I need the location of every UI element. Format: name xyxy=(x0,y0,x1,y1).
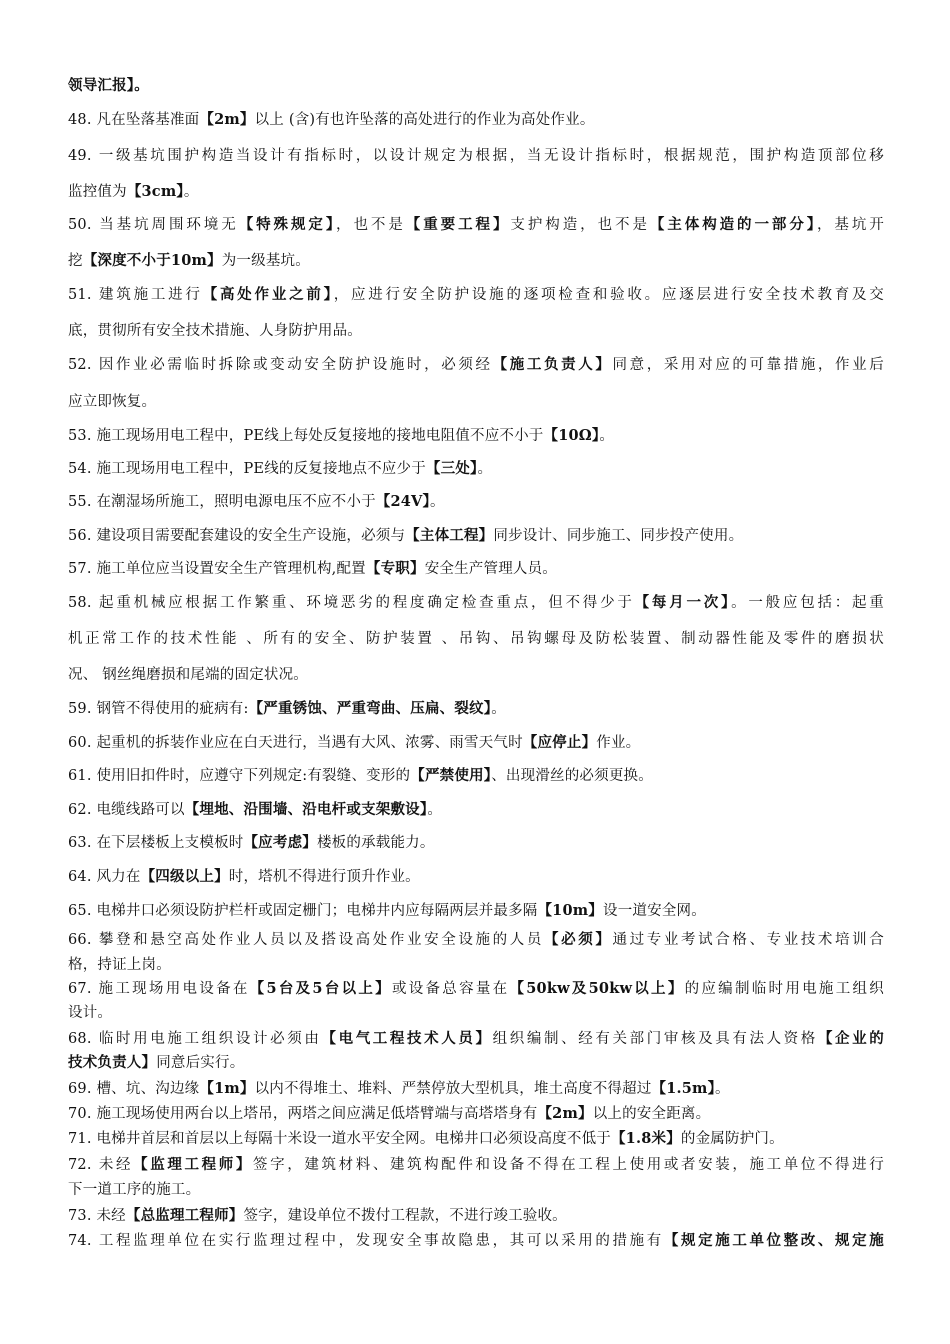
answer-highlight: 【5台及5台以上】 xyxy=(249,980,392,997)
line-text: ，应进行安全防护设施的逐项检查和验收。应逐层进行安全技术教育及交 xyxy=(333,287,884,303)
text-line xyxy=(68,215,884,235)
line-text: 为一级基坑。 xyxy=(221,253,310,269)
text-line xyxy=(68,285,884,305)
line-text: 设计。 xyxy=(68,1005,113,1021)
answer-highlight: 【10Ω】 xyxy=(543,427,600,444)
text-line xyxy=(68,665,884,685)
text-line xyxy=(68,593,884,613)
line-text: 57. 施工单位应当设置安全生产管理机构,配置 xyxy=(68,561,366,577)
text-line xyxy=(68,901,884,921)
line-text: 。 xyxy=(427,802,443,818)
answer-highlight: 【严禁使用】 xyxy=(410,767,492,784)
answer-highlight: 【每月一次】 xyxy=(634,594,732,611)
text-line xyxy=(68,979,884,999)
text-line xyxy=(68,321,884,341)
line-text: 机正常工作的技术性能 、所有的安全、防护装置 、吊钩、吊钩螺母及防松装置、制动器性能及零件的磨损状 xyxy=(68,631,884,647)
text-line xyxy=(68,182,884,202)
answer-highlight: 【2m】 xyxy=(199,111,255,128)
answer-highlight: 【10m】 xyxy=(537,902,603,919)
line-text: 60. 起重机的拆装作业应在白天进行，当遇有大风、浓雾、雨雪天气时 xyxy=(68,735,523,751)
line-text: 50. 当基坑周围环境无 xyxy=(68,217,239,233)
line-text: 格，持证上岗。 xyxy=(68,957,171,973)
text-line xyxy=(68,699,884,719)
line-text: 的金属防护门。 xyxy=(680,1131,784,1147)
line-text: 59. 钢管不得使用的疵病有: xyxy=(68,701,249,717)
line-text: 签字，建筑材料、建筑构配件和设备不得在工程上使用或者安装，施工单位不得进行 xyxy=(252,1157,884,1173)
line-text: 下一道工序的施工。 xyxy=(68,1182,201,1198)
line-text: 作业。 xyxy=(596,735,641,751)
text-line xyxy=(68,1104,884,1124)
text-line xyxy=(68,1155,884,1175)
line-text: 72. 未经 xyxy=(68,1157,134,1173)
answer-highlight: 【高处作业之前】 xyxy=(202,286,334,303)
line-text: 时，塔机不得进行顶升作业。 xyxy=(228,869,420,885)
line-text: 。 xyxy=(477,461,493,477)
text-line xyxy=(68,629,884,649)
text-line xyxy=(68,559,884,579)
line-text: 况、 钢丝绳磨损和尾端的固定状况。 xyxy=(68,667,309,683)
answer-highlight: 【施工负责人】 xyxy=(492,356,613,373)
answer-highlight: 【主体工程】 xyxy=(405,527,494,544)
line-text: 。 xyxy=(715,1081,730,1097)
text-line xyxy=(68,146,884,166)
line-text: 53. 施工现场用电工程中，PE线上每处反复接地的接地电阻值不应不小于 xyxy=(68,428,544,444)
answer-highlight: 【总监理工程师】 xyxy=(125,1207,244,1224)
text-line xyxy=(68,355,884,375)
text-line xyxy=(68,110,884,130)
answer-highlight: 【1.8米】 xyxy=(610,1130,681,1147)
answer-highlight: 【3cm】 xyxy=(126,183,184,200)
answer-highlight: 【四级以上】 xyxy=(140,868,229,885)
line-text: ，基坑开 xyxy=(816,217,884,233)
line-text: 64. 风力在 xyxy=(68,869,141,885)
line-text: 52. 因作业必需临时拆除或变动安全防护设施时，必须经 xyxy=(68,357,493,373)
answer-highlight: 【埋地、沿围墙、沿电杆或支架敷设】 xyxy=(184,801,428,818)
answer-highlight: 【重要工程】 xyxy=(405,216,511,233)
line-text: 以内不得堆土、堆料、严禁停放大型机具，堆土高度不得超过 xyxy=(254,1081,652,1097)
line-text: 同意后实行。 xyxy=(156,1055,245,1071)
text-line xyxy=(68,459,884,479)
line-text: 。 xyxy=(429,494,445,510)
line-text: 73. 未经 xyxy=(68,1208,126,1224)
answer-highlight: 【必须】 xyxy=(544,931,613,948)
line-text: 挖 xyxy=(68,253,83,269)
line-text: 61. 使用旧扣件时，应遵守下列规定:有裂缝、变形的 xyxy=(68,768,411,784)
line-text: 67. 施工现场用电设备在 xyxy=(68,981,250,997)
answer-highlight: 【企业的 xyxy=(817,1030,884,1047)
answer-highlight: 【监理工程师】 xyxy=(133,1156,253,1173)
line-text: 51. 建筑施工进行 xyxy=(68,287,203,303)
line-text: 68. 临时用电施工组织设计必须由 xyxy=(68,1031,322,1047)
line-text: ，也不是 xyxy=(336,217,406,233)
answer-highlight: 【50kw及50kw以上】 xyxy=(509,980,685,997)
line-text: 安全生产管理人员。 xyxy=(424,561,558,577)
answer-highlight: 【严重锈蚀、严重弯曲、压扁、裂纹】 xyxy=(248,700,492,717)
text-line xyxy=(68,392,884,412)
text-line xyxy=(68,867,884,887)
line-text: 49. 一级基坑围护构造当设计有指标时，以设计规定为根据，当无设计指标时，根据规范，围护构造顶部位移 xyxy=(68,148,884,164)
line-text: 。 xyxy=(183,184,199,200)
text-line xyxy=(68,1029,884,1049)
line-text: 55. 在潮湿场所施工，照明电源电压不应不小于 xyxy=(68,494,376,510)
answer-highlight: 【规定施工单位整改、规定施 xyxy=(663,1232,884,1249)
line-text: 66. 攀登和悬空高处作业人员以及搭设高处作业安全设施的人员 xyxy=(68,932,545,948)
text-line xyxy=(68,930,884,950)
answer-highlight: 【应停止】 xyxy=(522,734,597,751)
line-text: 组织编制、经有关部门审核及具有法人资格 xyxy=(492,1031,818,1047)
line-text: 71. 电梯井首层和首层以上每隔十米设一道水平安全网。电梯井口必须设高度不低于 xyxy=(68,1131,611,1147)
line-text: 。 xyxy=(491,701,506,717)
text-line xyxy=(68,251,884,271)
answer-highlight: 【三处】 xyxy=(425,460,478,477)
line-text: 设一道安全网。 xyxy=(603,903,706,919)
answer-highlight: 领导汇报】。 xyxy=(68,77,149,94)
text-line xyxy=(68,733,884,753)
line-text: 应立即恢复。 xyxy=(68,394,157,410)
text-line xyxy=(68,955,884,975)
line-text: 48. 凡在坠落基准面 xyxy=(68,112,200,128)
line-text: 54. 施工现场用电工程中，PE线的反复接地点不应少于 xyxy=(68,461,426,477)
line-text: 69. 槽、坑、沟边缘 xyxy=(68,1081,200,1097)
line-text: 底，贯彻所有安全技术措施、人身防护用品。 xyxy=(68,323,362,339)
line-text: 以上 (含)有也许坠落的高处进行的作业为高处作业。 xyxy=(254,112,595,128)
line-text: 65. 电梯井口必须设防护栏杆或固定栅门；电梯井内应每隔两层并最多隔 xyxy=(68,903,538,919)
line-text: 支护构造，也不是 xyxy=(510,217,650,233)
line-text: 以上的安全距离。 xyxy=(592,1106,711,1122)
text-line xyxy=(68,492,884,512)
line-text: 56. 建设项目需要配套建设的安全生产设施，必须与 xyxy=(68,528,406,544)
line-text: 签字，建设单位不拨付工程款，不进行竣工验收。 xyxy=(243,1208,567,1224)
text-line xyxy=(68,1079,884,1099)
answer-highlight: 【电气工程技术人员】 xyxy=(321,1030,493,1047)
line-text: 或设备总容量在 xyxy=(391,981,510,997)
text-line xyxy=(68,800,884,820)
line-text: 楼板的承载能力。 xyxy=(316,835,435,851)
answer-highlight: 【特殊规定】 xyxy=(238,216,337,233)
text-line xyxy=(68,833,884,853)
text-line xyxy=(68,526,884,546)
line-text: 74. 工程监理单位在实行监理过程中，发现安全事故隐患，其可以采用的措施有 xyxy=(68,1233,664,1249)
line-text: 。一般应包括：起重 xyxy=(731,595,884,611)
answer-highlight: 【1.5m】 xyxy=(651,1080,716,1097)
answer-highlight: 【主体构造的一部分】 xyxy=(649,216,817,233)
text-line xyxy=(68,1231,884,1251)
answer-highlight: 技术负责人】 xyxy=(68,1054,157,1071)
text-line xyxy=(68,1129,884,1149)
line-text: 。 xyxy=(599,428,615,444)
text-line xyxy=(68,1180,884,1200)
text-line xyxy=(68,1206,884,1226)
answer-highlight: 【专职】 xyxy=(365,560,425,577)
line-text: 、出现滑丝的必须更换。 xyxy=(491,768,653,784)
text-line xyxy=(68,766,884,786)
line-text: 同意，采用对应的可靠措施，作业后 xyxy=(612,357,884,373)
line-text: 通过专业考试合格、专业技术培训合 xyxy=(612,932,884,948)
line-text: 监控值为 xyxy=(68,184,127,200)
text-line xyxy=(68,1003,884,1023)
text-line xyxy=(68,1053,884,1073)
line-text: 63. 在下层楼板上支模板时 xyxy=(68,835,244,851)
line-text: 58. 起重机械应根据工作繁重、环境恶劣的程度确定检查重点，但不得少于 xyxy=(68,595,635,611)
text-line xyxy=(68,426,884,446)
answer-highlight: 【1m】 xyxy=(199,1080,255,1097)
answer-highlight: 【2m】 xyxy=(537,1105,593,1122)
answer-highlight: 【24V】 xyxy=(375,493,430,510)
line-text: 70. 施工现场使用两台以上塔吊，两塔之间应满足低塔臂端与高塔塔身有 xyxy=(68,1106,538,1122)
line-text: 62. 电缆线路可以 xyxy=(68,802,185,818)
answer-highlight: 【应考虑】 xyxy=(243,834,317,851)
line-text: 的应编制临时用电施工组织 xyxy=(684,981,884,997)
answer-highlight: 【深度不小于10m】 xyxy=(82,252,222,269)
line-text: 同步设计、同步施工、同步投产使用。 xyxy=(493,528,744,544)
text-line xyxy=(68,76,884,96)
